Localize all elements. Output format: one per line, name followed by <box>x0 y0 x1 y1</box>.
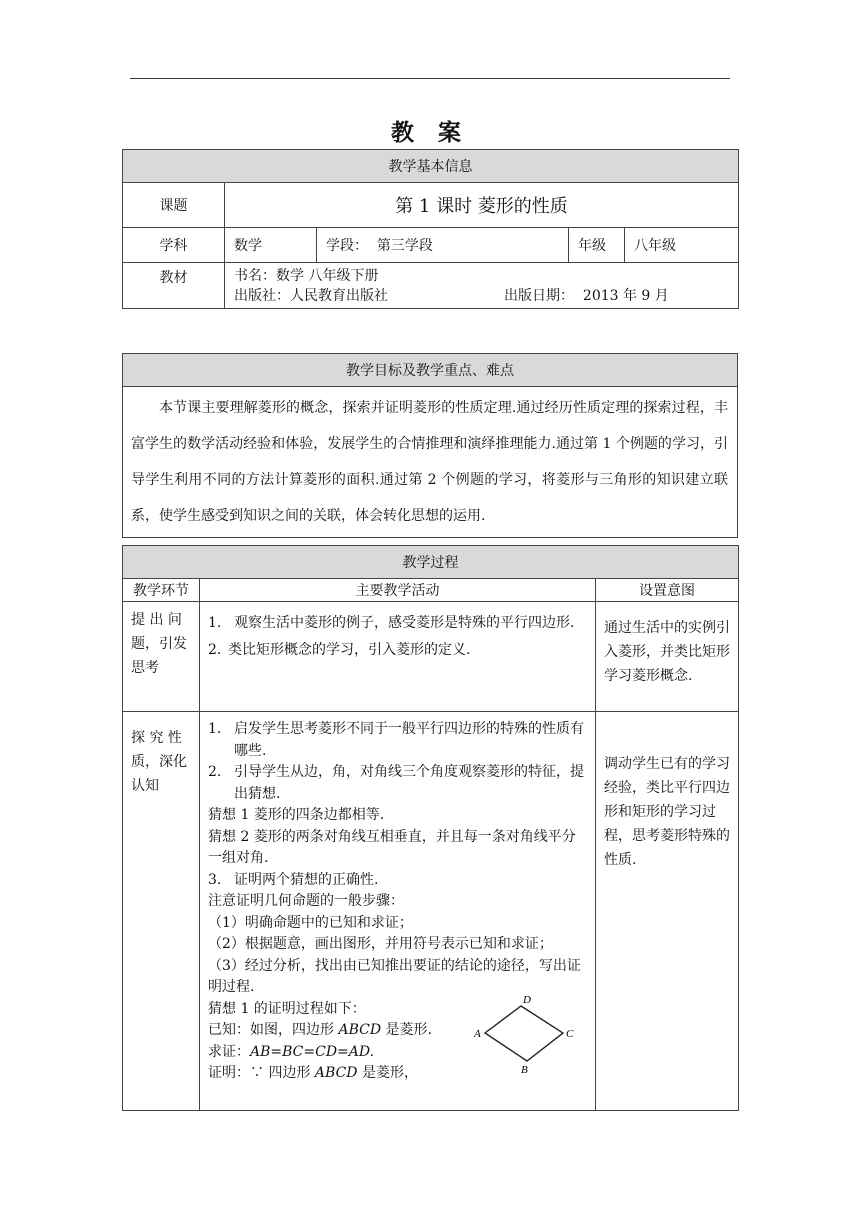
book-value: 数学 八年级下册 <box>276 267 379 284</box>
vertex-c-label: C <box>566 1027 574 1040</box>
document-title: 教 案 <box>390 119 469 146</box>
date-value: 2013 年 9 月 <box>582 287 669 304</box>
stage-value: 第三学段 <box>376 238 433 254</box>
list-item: 1. 启发学生思考菱形不同于一般平行四边形的特殊的性质有哪些. <box>208 721 584 759</box>
goals-table <box>122 353 738 538</box>
prove-line: 求证：AB=BC=CD=AD. <box>208 1043 375 1060</box>
goals-header: 教学目标及教学重点、难点 <box>123 354 738 387</box>
rhombus-shape <box>485 1006 563 1061</box>
goals-text: 本节课主要理解菱形的概念，探索并证明菱形的性质定理.通过经历性质定理的探索过程，丰富学生的数学活动经验和体验，发展学生的合情推理和演绎推理能力.通过第 1 个例题的学习，引导学生利用不同的方法计算菱形的面积.通过第 2 个例题的学习，将菱形与三角形的知识建立联系，使学生感受到知识之间的关联，体会转化思想的运用. <box>123 387 738 538</box>
conjecture-1: 猜想 1 菱形的四条边都相等. <box>208 807 385 823</box>
given-line: 已知：如图，四边形 ABCD 是菱形. <box>208 1022 432 1038</box>
conjecture-2: 猜想 2 菱形的两条对角线互相垂直，并且每一条对角线平分一组对角. <box>208 828 576 866</box>
vertex-a-label: A <box>474 1027 481 1040</box>
date-label: 出版日期： <box>504 287 574 304</box>
publisher-label: 出版社： <box>234 287 290 304</box>
proof-line: 证明：∵ 四边形 ABCD 是菱形， <box>208 1065 418 1081</box>
subject-label: 学科 <box>123 228 225 263</box>
intent-2: 调动学生已有的学习经验，类比平行四边形和矩形的学习过程，思考菱形特殊的性质. <box>596 712 739 1111</box>
stage-cell <box>317 228 569 263</box>
step-3: （3）经过分析，找出由已知推出要证的结论的途径，写出证明过程. <box>208 957 581 995</box>
stage-label: 学段： <box>326 238 368 254</box>
list-item: 3. 证明两个猜想的正确性. <box>208 871 379 888</box>
activity-2 <box>200 712 596 1111</box>
textbook-info <box>225 263 739 309</box>
col-stage-header: 教学环节 <box>123 579 200 602</box>
activity-1 <box>200 602 596 712</box>
process-table <box>122 545 739 1111</box>
col-activity-header: 主要教学活动 <box>200 579 596 602</box>
list-item: 2. 类比矩形概念的学习，引入菱形的定义. <box>208 642 471 658</box>
grade-value: 八年级 <box>625 228 739 263</box>
proof-block <box>208 993 589 1085</box>
process-header: 教学过程 <box>123 546 739 579</box>
step-intro: 注意证明几何命题的一般步骤： <box>208 893 404 909</box>
col-intent-header: 设置意图 <box>596 579 739 602</box>
vertex-d-label: D <box>523 993 531 1006</box>
subject-value: 数学 <box>225 228 317 263</box>
publisher-value: 人民教育出版社 <box>290 287 388 304</box>
stage-2: 探 究 性质，深化认知 <box>123 712 200 1111</box>
step-1: （1）明确命题中的已知和求证； <box>208 914 413 931</box>
proof-intro: 猜想 1 的证明过程如下： <box>208 1000 366 1017</box>
header-rule <box>130 78 730 79</box>
topic-label: 课题 <box>123 183 225 228</box>
list-item: 2. 引导学生从边，角，对角线三个角度观察菱形的特征，提出猜想. <box>208 764 584 802</box>
step-2: （2）根据题意，画出图形，并用符号表示已知和求证； <box>208 936 553 952</box>
list-item: 1. 观察生活中菱形的例子，感受菱形是特殊的平行四边形. <box>208 615 575 631</box>
grade-label: 年级 <box>569 228 625 263</box>
vertex-b-label: B <box>521 1063 528 1075</box>
basic-info-table <box>122 149 739 309</box>
intent-1: 通过生活中的实例引入菱形，并类比矩形学习菱形概念. <box>596 602 739 712</box>
rhombus-figure <box>471 993 581 1075</box>
basic-info-header: 教学基本信息 <box>123 150 739 183</box>
stage-1: 提 出 问题，引发思考 <box>123 602 200 712</box>
book-label: 书名： <box>234 267 276 284</box>
textbook-label: 教材 <box>123 263 225 309</box>
topic-value: 第 1 课时 菱形的性质 <box>225 183 739 228</box>
